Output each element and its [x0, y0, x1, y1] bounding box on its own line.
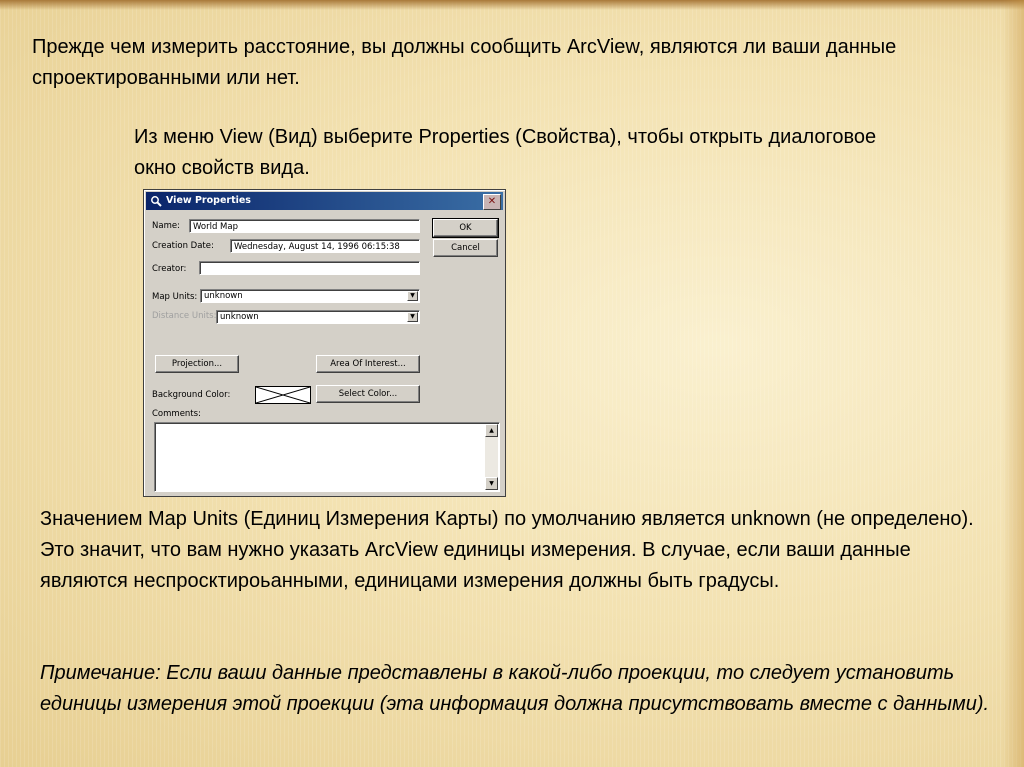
map-units-value: unknown — [204, 291, 243, 301]
chevron-down-icon[interactable]: ▼ — [407, 312, 418, 322]
scroll-up-icon[interactable]: ▲ — [485, 424, 498, 437]
name-label: Name: — [152, 221, 180, 231]
distance-units-value: unknown — [220, 312, 259, 322]
creation-date-label: Creation Date: — [152, 241, 214, 251]
ok-button[interactable]: OK — [433, 219, 498, 237]
distance-units-select[interactable] — [216, 310, 420, 324]
comments-label: Comments: — [152, 409, 201, 419]
projection-button[interactable]: Projection... — [155, 355, 239, 373]
distance-units-label: Distance Units: — [152, 311, 217, 321]
view-properties-dialog — [143, 189, 506, 497]
creator-label: Creator: — [152, 264, 187, 274]
note-paragraph: Примечание: Если ваши данные представлены в какой-либо проекции, то следует установить единицы измерения этой проекции (эта информация должна присутствовать вместе с данными). — [40, 662, 990, 715]
close-button[interactable]: ✕ — [483, 194, 501, 210]
chevron-down-icon[interactable]: ▼ — [407, 291, 418, 301]
select-color-button[interactable]: Select Color... — [316, 385, 420, 403]
map-units-label: Map Units: — [152, 292, 198, 302]
map-units-select[interactable] — [200, 289, 420, 303]
intro-paragraph: Прежде чем измерить расстояние, вы должны сообщить ArcView, являются ли ваши данные спроектированными или нет. — [32, 36, 897, 89]
map-units-paragraph: Значением Map Units (Единиц Измерения Карты) по умолчанию является unknown (не определено). Это значит, что вам нужно указать ArcView единицы измерения. В случае, если ваши данные являются неспросктироьанными, единицами измерения должны быть градусы. — [40, 508, 974, 592]
creator-field[interactable] — [199, 261, 420, 275]
creation-date-field: Wednesday, August 14, 1996 06:15:38 — [230, 239, 420, 253]
top-shadow — [0, 0, 1024, 10]
name-field[interactable]: World Map — [189, 219, 420, 233]
dialog-titlebar[interactable] — [146, 192, 503, 210]
area-of-interest-button[interactable]: Area Of Interest... — [316, 355, 420, 373]
dialog-title: View Properties — [166, 195, 251, 206]
magnifier-icon — [150, 195, 162, 207]
background-color-swatch[interactable] — [255, 386, 311, 404]
cancel-button[interactable]: Cancel — [433, 239, 498, 257]
side-shadow — [1002, 0, 1024, 767]
scroll-down-icon[interactable]: ▼ — [485, 477, 498, 490]
comments-scrollbar[interactable] — [485, 424, 498, 490]
instruction-paragraph: Из меню View (Вид) выберите Properties (Свойства), чтобы открыть диалоговое окно свойств вида. — [134, 126, 877, 179]
background-color-label: Background Color: — [152, 390, 231, 400]
comments-textarea[interactable] — [154, 422, 500, 492]
